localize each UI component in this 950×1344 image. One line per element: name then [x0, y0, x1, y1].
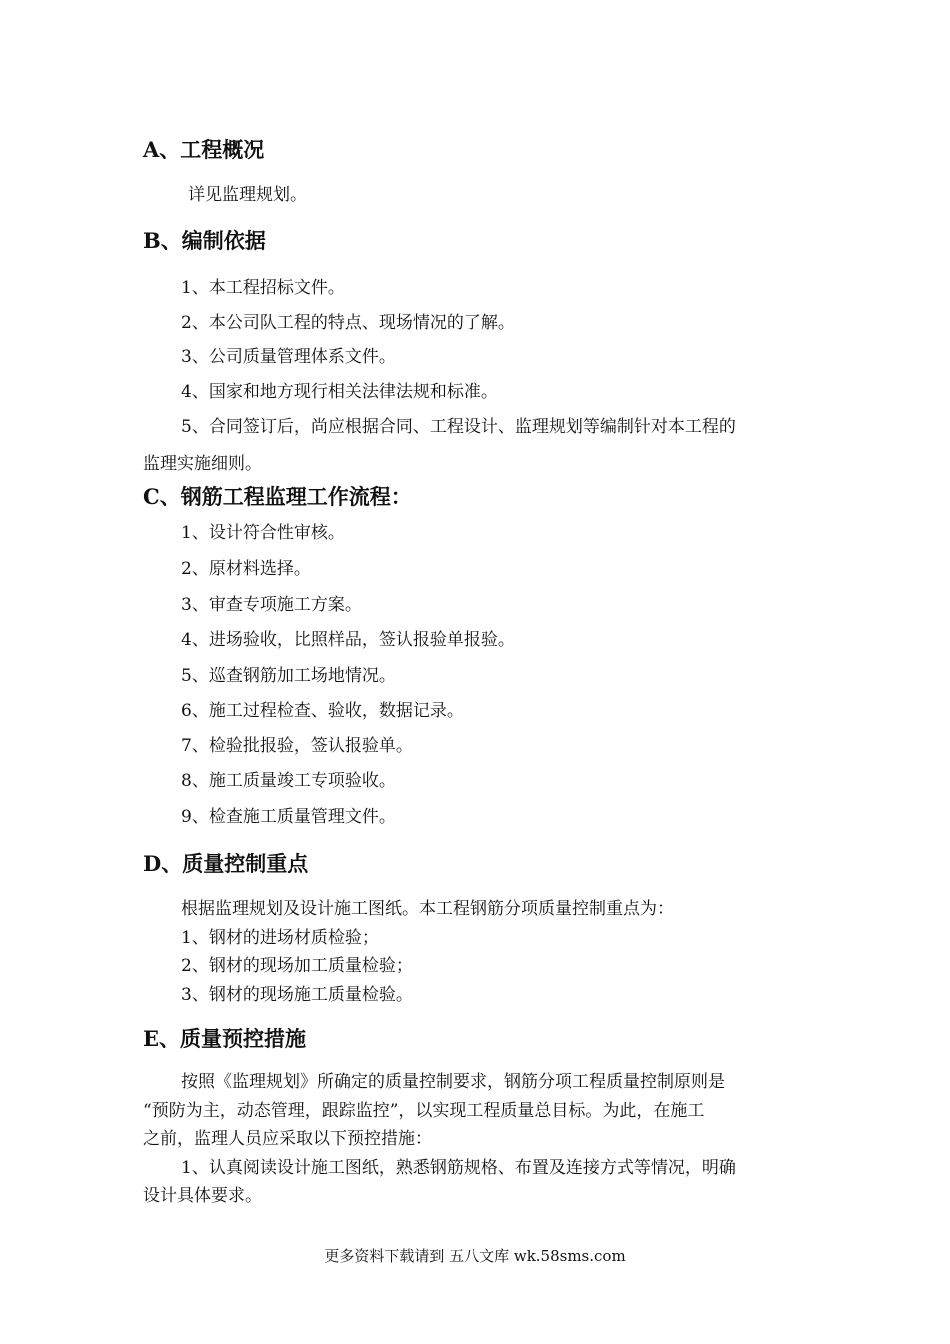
section-e-item-line: 设计具体要求。 — [143, 1186, 262, 1206]
section-c-item: 6、施工过程检查、验收，数据记录。 — [181, 701, 464, 721]
section-b-item: 2、本公司队工程的特点、现场情况的了解。 — [181, 313, 515, 333]
section-b-item: 3、公司质量管理体系文件。 — [181, 347, 396, 367]
section-c-heading: C、钢筋工程监理工作流程： — [143, 484, 412, 509]
section-c-item: 7、检验批报验，签认报验单。 — [181, 736, 413, 756]
section-a-text: 详见监理规划。 — [188, 185, 307, 205]
section-e-heading: E、质量预控措施 — [143, 1026, 307, 1051]
section-e-paragraph-line: 之前，监理人员应采取以下预控措施： — [143, 1129, 432, 1149]
section-b-item: 1、本工程招标文件。 — [181, 278, 345, 298]
section-c-item: 4、进场验收，比照样品，签认报验单报验。 — [181, 630, 515, 650]
section-c-item: 9、检查施工质量管理文件。 — [181, 807, 396, 827]
page-footer: 更多资料下载请到 五八文库 wk.58sms.com — [324, 1247, 626, 1265]
section-e-paragraph-line: 按照《监理规划》所确定的质量控制要求，钢筋分项工程质量控制原则是 — [181, 1072, 725, 1092]
section-b-heading: B、编制依据 — [143, 228, 266, 253]
section-a-heading: A、工程概况 — [143, 137, 265, 162]
section-b-item-continuation: 监理实施细则。 — [143, 454, 262, 474]
section-d-item: 1、钢材的进场材质检验； — [181, 928, 379, 948]
section-c-item: 5、巡查钢筋加工场地情况。 — [181, 666, 396, 686]
section-e-paragraph-line: “预防为主，动态管理，跟踪监控”，以实现工程质量总目标。为此，在施工 — [143, 1101, 705, 1121]
section-d-intro: 根据监理规划及设计施工图纸。本工程钢筋分项质量控制重点为： — [181, 899, 674, 919]
section-d-item: 2、钢材的现场加工质量检验； — [181, 956, 413, 976]
section-c-item: 2、原材料选择。 — [181, 559, 311, 579]
section-b-item: 5、合同签订后，尚应根据合同、工程设计、监理规划等编制针对本工程的 — [181, 417, 736, 437]
section-d-item: 3、钢材的现场施工质量检验。 — [181, 985, 413, 1005]
section-c-item: 1、设计符合性审核。 — [181, 523, 345, 543]
section-e-item-line: 1、认真阅读设计施工图纸，熟悉钢筋规格、布置及连接方式等情况，明确 — [181, 1158, 736, 1178]
section-c-item: 3、审查专项施工方案。 — [181, 595, 362, 615]
section-d-heading: D、质量控制重点 — [143, 851, 309, 876]
section-c-item: 8、施工质量竣工专项验收。 — [181, 771, 396, 791]
section-b-item: 4、国家和地方现行相关法律法规和标准。 — [181, 382, 498, 402]
